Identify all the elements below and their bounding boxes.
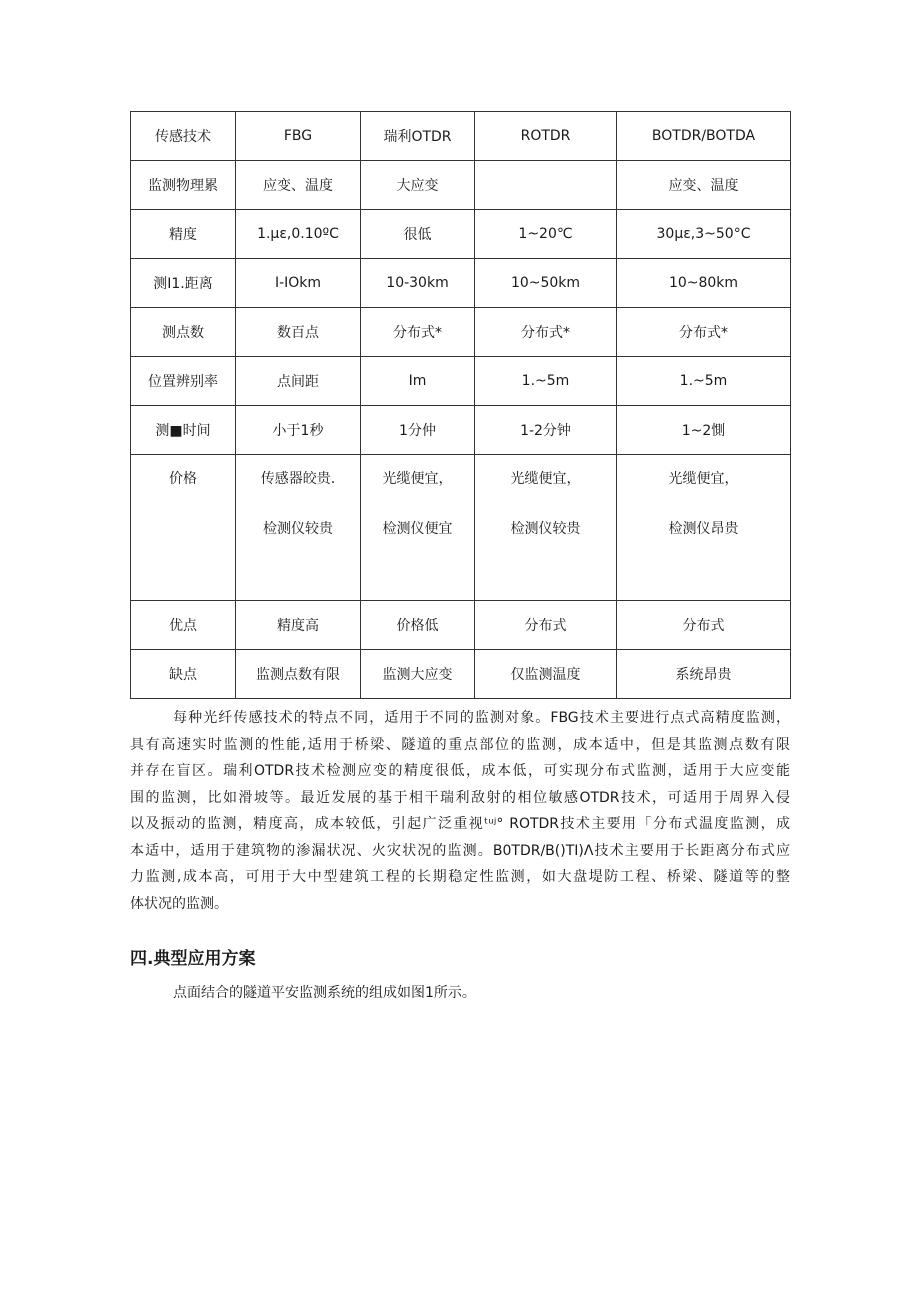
table-row	[131, 161, 791, 210]
section-text: 点面结合的隧道平安监测系统的组成如图1所示。	[173, 985, 476, 1001]
table-cell: 点间距	[236, 357, 361, 406]
paragraph-line: 以及振动的监测，精度高，成本较低，引起广泛重视ᵗᵘʲ° ROTDR技术主要用「分布式温度监测，成	[130, 816, 790, 832]
table-cell: 1.με,0.10ºC	[236, 210, 361, 259]
row-header-cell: 缺点	[131, 650, 236, 699]
cell-line: 检测仪便宜	[382, 521, 453, 537]
row-header-cell: 测点数	[131, 308, 236, 357]
price-label: 价格	[169, 471, 197, 487]
cell-line: 检测仪昂贵	[668, 521, 739, 537]
paragraph-line: 围的监测，比如滑坡等。最近发展的基于相干瑞利敌射的相位敏感OTDR技术，可适用于周界入侵	[130, 789, 790, 806]
comparison-table	[130, 111, 791, 699]
table-cell	[475, 455, 617, 601]
row-header-cell: 测■时间	[131, 406, 236, 455]
table-row	[131, 210, 791, 259]
table-cell: 监测点数有限	[236, 650, 361, 699]
paragraph-line: 力监测,成本高，可用于大中型建筑工程的长期稳定性监测，如大盘堤防工程、桥梁、隧道等的整	[130, 869, 790, 885]
table-cell: 10~80km	[617, 259, 791, 308]
paragraph-line: 体状况的监测。	[130, 895, 228, 912]
table-cell: 仅监测温度	[475, 650, 617, 699]
cell-line: 光缆便宜，	[668, 471, 739, 487]
table-cell: 小于1秒	[236, 406, 361, 455]
table-cell: 价格低	[361, 601, 475, 650]
table-cell: 监测大应变	[361, 650, 475, 699]
table-cell: 1.~5m	[617, 357, 791, 406]
table-cell: 很低	[361, 210, 475, 259]
row-header-cell: 位置辨别率	[131, 357, 236, 406]
row-header-cell: 测I1.距离	[131, 259, 236, 308]
table-cell: I-IOkm	[236, 259, 361, 308]
table-cell	[617, 455, 791, 601]
table-cell: 10~50km	[475, 259, 617, 308]
table-cell: 精度高	[236, 601, 361, 650]
table-cell: 1~2惻	[617, 406, 791, 455]
cell-line: 光缆便宜，	[510, 471, 581, 487]
table-cell: 分布式*	[617, 308, 791, 357]
table-cell: 瑞利OTDR	[361, 112, 475, 161]
table-row	[131, 308, 791, 357]
paragraph-line: 并存在盲区。瑞利OTDR技术检测应变的精度很低，成本低，可实现分布式监测，适用于大应变能	[130, 763, 790, 779]
row-header-cell: 精度	[131, 210, 236, 259]
table-cell	[361, 455, 475, 601]
cell-line: 检测仪较贵	[510, 521, 581, 537]
table-cell: ROTDR	[475, 112, 617, 161]
paragraph-line: 本适中，适用于建筑物的渗漏状况、火灾状况的监测。B0TDR∕B()TI)Λ技术主要用于长距离分布式应	[130, 842, 790, 859]
section-heading: 四.典型应用方案	[130, 949, 256, 969]
row-header-cell: 优点	[131, 601, 236, 650]
table-cell: 应变、温度	[236, 161, 361, 210]
table-cell: 1~20℃	[475, 210, 617, 259]
table-cell: 1分仲	[361, 406, 475, 455]
table-cell	[236, 455, 361, 601]
table-row	[131, 601, 791, 650]
table-cell: 分布式*	[475, 308, 617, 357]
row-header-cell: 传感技术	[131, 112, 236, 161]
cell-line: 检测仪较贵	[263, 521, 333, 537]
paragraph-line: 具有高速实时监测的性能,适用于桥梁、隧道的重点部位的监测，成本适中，但是其监测点数有限	[130, 736, 790, 753]
table-row	[131, 259, 791, 308]
table-cell: Im	[361, 357, 475, 406]
table-cell: 1.~5m	[475, 357, 617, 406]
table-row	[131, 357, 791, 406]
table-cell: FBG	[236, 112, 361, 161]
table-cell: 30με,3~50°C	[617, 210, 791, 259]
body-paragraph	[130, 705, 790, 917]
table-cell: 分布式	[617, 601, 791, 650]
table-row-price	[131, 455, 791, 601]
row-header-cell: 监测物理累	[131, 161, 236, 210]
table-row	[131, 650, 791, 699]
table-cell: 分布式	[475, 601, 617, 650]
table-cell: 1-2分钟	[475, 406, 617, 455]
table-cell	[475, 161, 617, 210]
table-cell: BOTDR/BOTDA	[617, 112, 791, 161]
cell-line: 传感器皎贵.	[260, 471, 336, 487]
table-cell: 应变、温度	[617, 161, 791, 210]
paragraph-line: 每种光纤传感技术的特点不同，适用于不同的监测对象。FBG技术主要进行点式高精度监测，	[173, 710, 790, 726]
cell-line: 光缆便宜，	[382, 471, 453, 487]
table-cell: 分布式*	[361, 308, 475, 357]
table-cell: 系统昂贵	[617, 650, 791, 699]
table-row	[131, 112, 791, 161]
row-header-cell	[131, 455, 236, 601]
table-cell: 大应变	[361, 161, 475, 210]
table-row	[131, 406, 791, 455]
table-cell: 10-30km	[361, 259, 475, 308]
table-cell: 数百点	[236, 308, 361, 357]
